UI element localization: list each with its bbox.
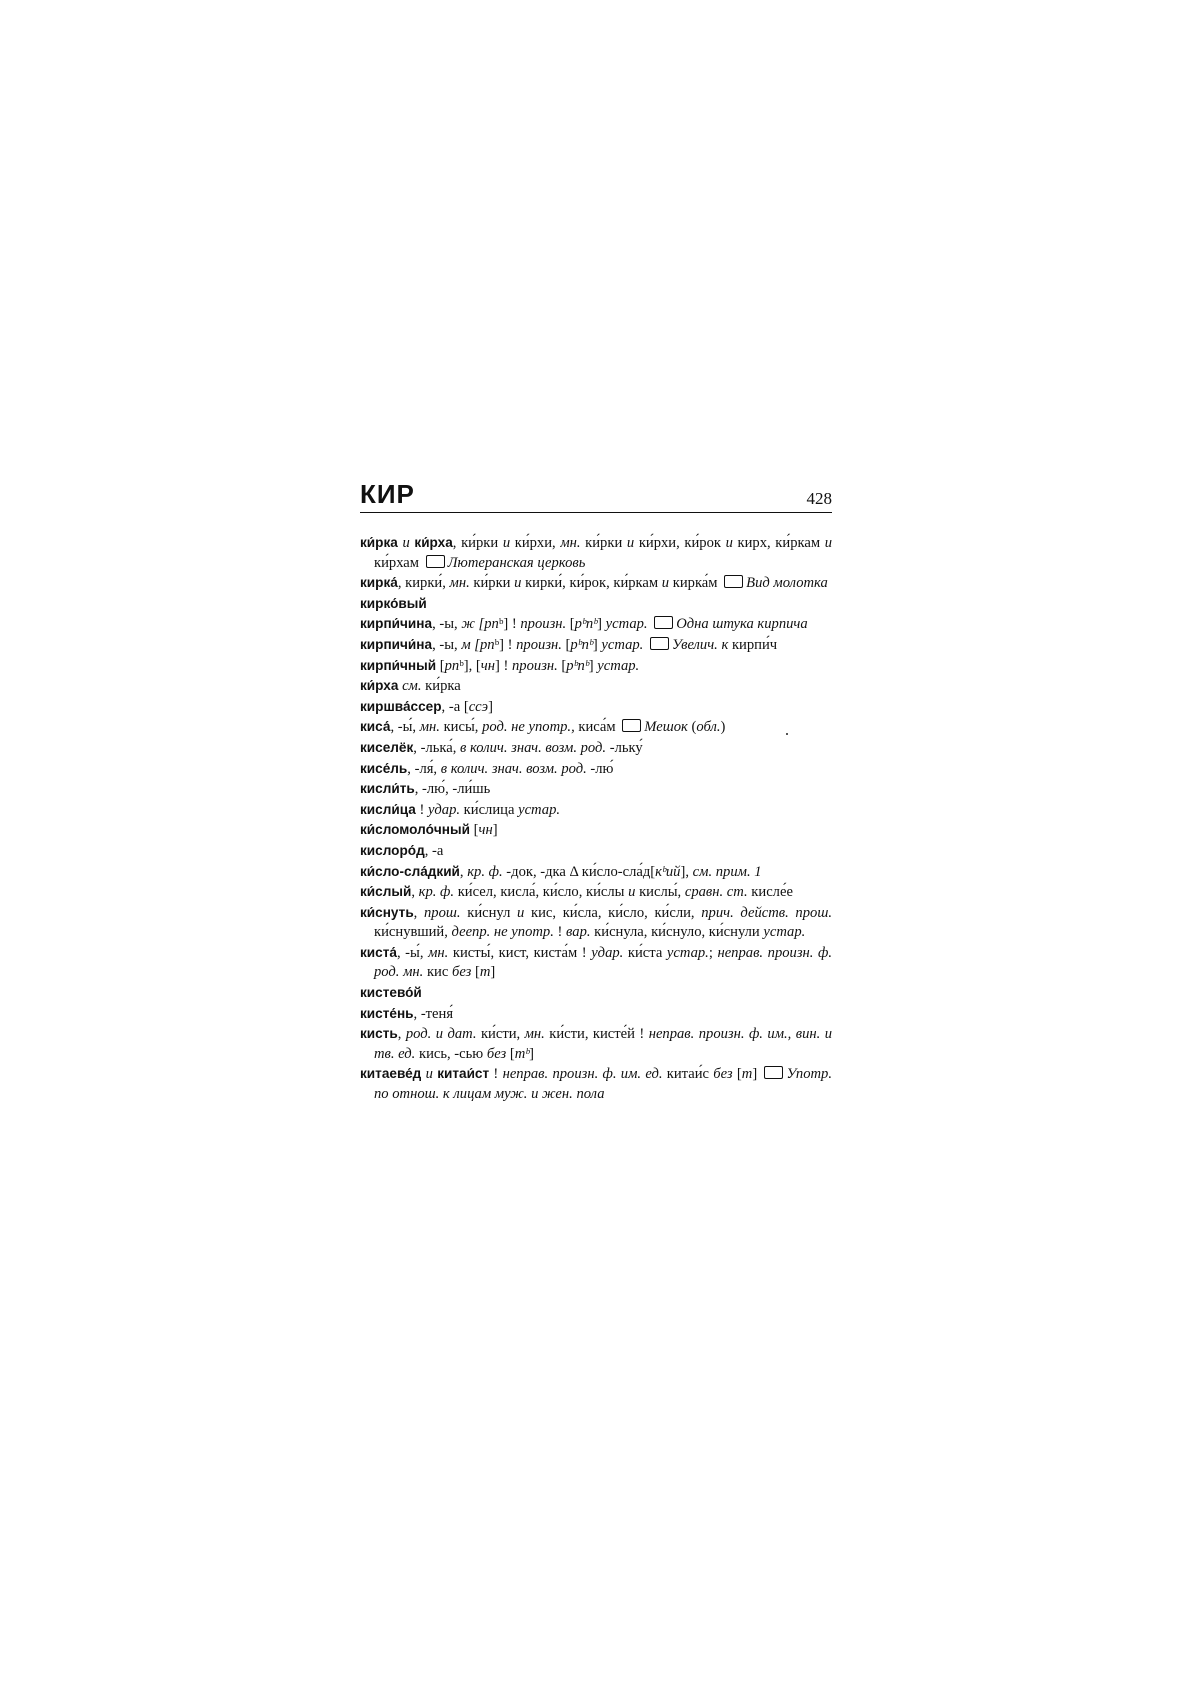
headword: кирпи́чина [360, 616, 433, 632]
entry-text: кирки́, ки́рок, ки́ркам [521, 575, 662, 592]
grammar-note: неправ. произн. ф. род. мн. [374, 944, 833, 981]
grammar-note: Лютеранская церковь [447, 554, 586, 571]
dictionary-entry [360, 676, 832, 697]
headword: кисе́ль [360, 760, 408, 776]
entry-text: китаи́с [662, 1066, 714, 1083]
page-number: 428 [806, 489, 832, 508]
grammar-note: неправ. произн. ф. им., вин. и тв. ед. [374, 1026, 833, 1062]
entry-text: ᵇ] ! [498, 616, 521, 633]
grammar-note: сравн. ст. [684, 884, 748, 901]
grammar-note: устар. [518, 801, 561, 818]
entry-text: ки́сти, [476, 1026, 525, 1043]
grammar-note: в колич. знач. возм. род. [440, 760, 587, 777]
grammar-note: рᵇпᵇ [574, 616, 598, 633]
grammar-note: и [661, 575, 670, 592]
dictionary-entry [360, 573, 832, 594]
entry-text: кисты́, кист, киста́м ! [448, 944, 592, 961]
entry-text: ] [597, 616, 606, 633]
entry-text: [ [469, 822, 479, 839]
entry-text: кис, ки́сла, ки́сло, ки́сли, [524, 904, 702, 921]
grammar-note: удар. [427, 801, 461, 818]
grammar-note: Мешок [644, 719, 688, 736]
grammar-note: мн. [419, 719, 440, 736]
entry-text [648, 616, 652, 632]
entry-text: ки́ста [623, 944, 667, 961]
headword: ки́рха [414, 535, 453, 550]
entry-text: ки́снула, ки́снуло, ки́снули [590, 924, 764, 941]
entry-text: , -ы, [432, 616, 462, 633]
definition-box-icon [724, 575, 743, 588]
entry-text: [ [566, 616, 575, 633]
headword: кирпи́чный [360, 657, 437, 673]
entry-text: ] [492, 822, 498, 839]
grammar-note: устар. [763, 924, 806, 941]
entry-text: кирх, ки́ркам [732, 535, 825, 551]
headword: кисли́ца [360, 801, 416, 817]
headword: кирпичи́на [360, 636, 433, 652]
grammar-note: устар. [597, 657, 640, 674]
grammar-note: Употр. по отнош. к лицам муж. и жен. пола [374, 1066, 832, 1103]
grammar-note: Вид молотка [746, 575, 828, 592]
headword: ки́сло-сла́дкий [360, 863, 460, 879]
headword: киселёк [360, 739, 414, 755]
grammar-note: Увелич. к [671, 636, 729, 653]
entry-text: ки́рка [421, 678, 461, 695]
grammar-note: произн. [520, 616, 567, 633]
entry-text: ! [415, 801, 428, 818]
grammar-note: и [725, 535, 733, 551]
dictionary-entry [360, 820, 832, 841]
grammar-note: см. прим. 1 [692, 863, 762, 880]
grammar-note: род. не употр., [482, 719, 575, 736]
grammar-note: прич. действ. прош. [701, 904, 832, 921]
entry-text: ] [588, 657, 598, 674]
grammar-note: вар. [566, 924, 591, 941]
entry-text: [ [436, 657, 445, 674]
entry-text: кислы́, [635, 884, 685, 901]
grammar-note: и [397, 535, 415, 551]
grammar-note: чн [478, 822, 493, 839]
entry-text: ] ! [494, 657, 512, 674]
grammar-note: т [741, 1066, 753, 1083]
entry-text: ки́снул [460, 904, 518, 921]
entry-text: кис [423, 964, 452, 981]
grammar-note: чн [480, 657, 495, 674]
entry-text: [ [732, 1066, 742, 1083]
entry-text: кирка́м [669, 575, 722, 592]
entry-text [643, 637, 647, 653]
grammar-note: тᵇ [514, 1045, 530, 1062]
grammar-note: неправ. произн. ф. им. ед. [502, 1066, 663, 1083]
entry-text: ] [592, 636, 602, 653]
entry-text: ᵇ], [ [459, 657, 481, 674]
entry-text: ки́рки [580, 535, 627, 551]
entry-text: -льку́ [606, 739, 643, 756]
entry-text: кирпи́ч [728, 636, 778, 653]
headword: ки́рха [360, 678, 399, 694]
entry-text: ки́рхи, ки́рок [634, 535, 726, 551]
headword: кисли́ть [360, 781, 415, 797]
entry-text: , ки́рки [452, 535, 503, 551]
headword: кисте́нь [360, 1005, 414, 1021]
dictionary-entry [360, 841, 832, 862]
entry-text: , -лька́, [413, 739, 461, 756]
headword: киса́ [360, 719, 391, 735]
headword: китаи́ст [437, 1066, 490, 1082]
dictionary-entry [360, 943, 832, 983]
entry-text: [ [506, 1045, 515, 1062]
entry-text: ки́рхи, [510, 535, 561, 551]
grammar-note: без [486, 1045, 507, 1062]
dictionary-entry [360, 738, 832, 759]
grammar-note: мн. [449, 575, 470, 592]
dictionary-entry [360, 656, 832, 677]
entry-text: ки́слица [460, 801, 519, 818]
entry-text: , [411, 884, 419, 901]
dictionary-entry [360, 614, 832, 635]
entry-text: ки́рхам [374, 554, 423, 571]
grammar-note: удар. [591, 944, 624, 961]
entry-text: , [397, 1026, 406, 1043]
dictionary-entry [360, 1004, 832, 1025]
definition-box-icon [650, 637, 669, 650]
grammar-note: и [421, 1066, 438, 1083]
dictionary-entry [360, 533, 832, 573]
grammar-note: деепр. не употр. [451, 924, 554, 941]
entry-text: ( [687, 719, 697, 736]
grammar-note: прош. [424, 904, 461, 921]
entry-list [360, 533, 832, 1105]
print-speck [786, 733, 788, 735]
entry-text: [ [557, 657, 567, 674]
grammar-note: в колич. знач. возм. род. [460, 739, 607, 756]
grammar-note: без [451, 964, 472, 981]
entry-text: -лю́ [586, 760, 614, 777]
dictionary-entry [360, 635, 832, 656]
grammar-note: и [824, 535, 833, 551]
definition-box-icon [654, 616, 673, 629]
entry-text: ки́сел, кисла́, ки́сло, ки́слы [454, 884, 629, 901]
headword: ки́снуть [360, 904, 414, 920]
grammar-note: см. [402, 678, 422, 695]
entry-text: ! [553, 924, 567, 941]
grammar-note: рᵇпᵇ [566, 657, 589, 674]
dictionary-entry [360, 983, 832, 1004]
entry-text: , кирки́, [397, 575, 450, 592]
grammar-note: устар. [601, 636, 644, 653]
entry-text: ] [490, 964, 496, 981]
entry-text: [ [471, 964, 480, 981]
entry-text: ки́снувший, [374, 924, 452, 941]
grammar-note: т [479, 964, 491, 981]
grammar-note: и [628, 884, 636, 901]
entry-text: -док, -дка Δ ки́сло-сла́д[ [502, 863, 656, 880]
headword: ки́слый [360, 884, 412, 900]
entry-text: , -а [ [441, 698, 469, 715]
dictionary-page [360, 480, 832, 1105]
grammar-note: рᵇпᵇ [570, 636, 593, 653]
grammar-note: род. и дат. [405, 1026, 477, 1043]
entry-text: , -ля́, [407, 760, 441, 777]
entry-text: ! [489, 1066, 503, 1083]
entry-text: ] [488, 698, 493, 715]
grammar-note: кᵇий [655, 863, 681, 880]
entry-text: ки́сти, кисте́й ! [544, 1026, 649, 1043]
entry-text: , -лю́, -ли́шь [414, 781, 491, 798]
entry-text: ; [708, 944, 718, 961]
headword: кисть [360, 1026, 398, 1042]
headword: ки́рка [360, 535, 398, 550]
dictionary-entry [360, 594, 832, 615]
grammar-note: без [713, 1066, 733, 1083]
entry-text: кисы́, [439, 719, 483, 736]
dictionary-entry [360, 862, 832, 883]
dictionary-entry [360, 779, 832, 800]
grammar-note: рп [444, 657, 460, 674]
grammar-note: кр. ф. [467, 863, 503, 880]
entry-text: ᵇ] ! [494, 636, 517, 653]
entry-text: ) [720, 719, 726, 736]
headword: ки́сломоло́чный [360, 822, 470, 838]
entry-text: ки́рки [469, 575, 515, 592]
running-head [360, 480, 832, 513]
grammar-note: обл. [696, 719, 721, 736]
entry-text: , [413, 904, 424, 921]
grammar-note: и [514, 575, 522, 592]
grammar-note: мн. [428, 944, 449, 961]
entry-text: кись, -сью [415, 1045, 487, 1062]
entry-text: , -теня́ [413, 1005, 454, 1022]
grammar-note: и [517, 904, 525, 921]
entry-text: , -ы́, [390, 719, 420, 736]
headword: киста́ [360, 944, 397, 960]
headword: кирко́вый [360, 595, 427, 611]
entry-text: , -ы, [432, 636, 462, 653]
headword: киршва́ссер [360, 698, 442, 714]
entry-text: ] [752, 1066, 762, 1083]
grammar-note: м [рп [461, 636, 495, 653]
headword: кирка́ [360, 575, 398, 591]
headword: китаеве́д [360, 1066, 422, 1082]
entry-text: , -ы́, [396, 944, 429, 961]
grammar-note: ж [рп [461, 616, 499, 633]
headword: кистево́й [360, 985, 422, 1001]
grammar-note: произн. [516, 636, 562, 653]
entry-text: [ [561, 636, 571, 653]
dictionary-entry [360, 1024, 832, 1064]
dictionary-entry [360, 1064, 832, 1104]
dictionary-entry [360, 903, 832, 943]
head-word: КИР [360, 479, 415, 509]
entry-text: ] [529, 1045, 535, 1062]
dictionary-entry [360, 800, 832, 821]
definition-box-icon [426, 555, 445, 568]
dictionary-entry [360, 882, 832, 903]
grammar-note: Одна штука кирпича [676, 616, 808, 633]
grammar-note: устар. [605, 616, 648, 633]
entry-text: киса́м [574, 719, 620, 736]
grammar-note: мн. [560, 535, 581, 551]
entry-text: ], [680, 863, 693, 880]
definition-box-icon [764, 1066, 783, 1079]
entry-text: , -а [424, 842, 444, 859]
dictionary-entry [360, 759, 832, 780]
entry-text: , [459, 863, 468, 880]
grammar-note: и [626, 535, 635, 551]
grammar-note: кр. ф. [418, 884, 455, 901]
grammar-note: и [502, 535, 511, 551]
grammar-note: устар. [666, 944, 709, 961]
dictionary-entry [360, 717, 832, 738]
grammar-note: ссэ [468, 698, 489, 715]
entry-text: кисле́е [747, 884, 793, 901]
grammar-note: мн. [524, 1026, 545, 1043]
definition-box-icon [622, 719, 641, 732]
dictionary-entry [360, 697, 832, 718]
grammar-note: произн. [512, 657, 558, 674]
headword: кислоро́д [360, 842, 425, 858]
